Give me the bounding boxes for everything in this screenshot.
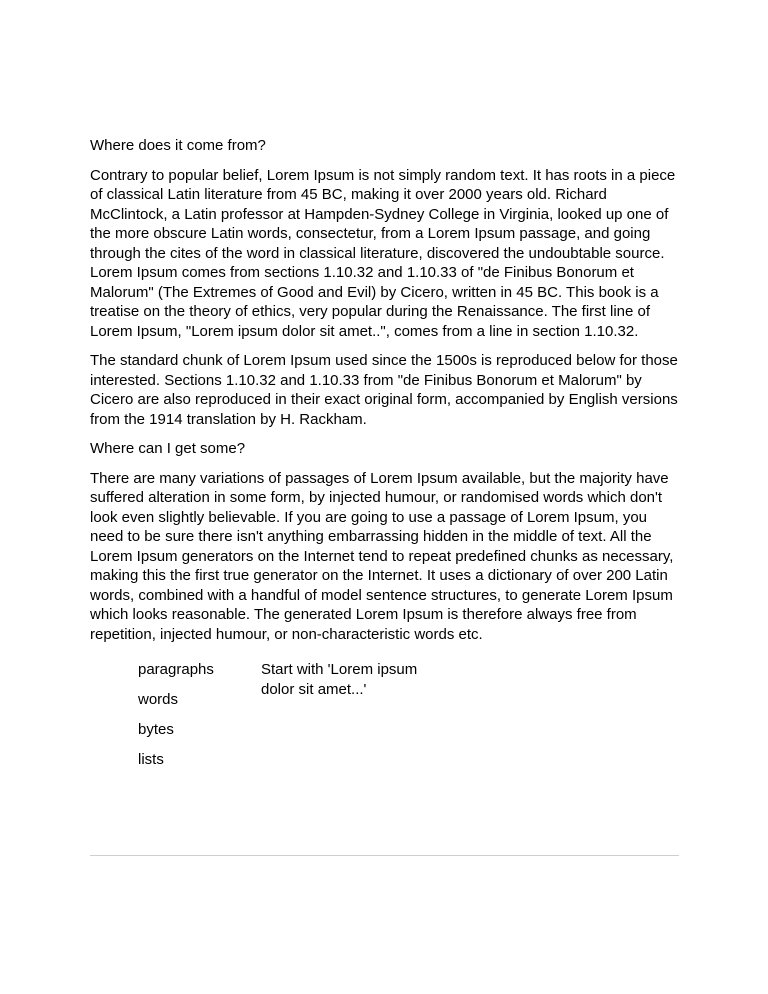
paragraph-origin-history: Contrary to popular belief, Lorem Ipsum is not simply random text. It has roots in a piece of classical Latin literature from 45 BC, making it over 2000 years old. Richard McClintock, a Latin professor at Hampden-Sydney College in Virginia, looked up one of the more obscure Latin words, consectetur, from a Lorem Ipsum passage, and going through the cites of the word in classical literature, discovered the undoubtable source. Lorem Ipsum comes from sections 1.10.32 and 1.10.33 of "de Finibus Bonorum et Malorum" (The Extremes of Good and Evil) by Cicero, written in 45 BC. This book is a treatise on the theory of ethics, very popular during the Renaissance. The first line of Lorem Ipsum, "Lorem ipsum dolor sit amet..", comes from a line in section 1.10.32. (90, 166, 676, 340)
option-bytes[interactable]: bytes (138, 721, 174, 738)
section-heading-where-get: Where can I get some? (90, 440, 246, 457)
document-body (90, 136, 680, 805)
horizontal-divider (90, 855, 679, 856)
paragraph-variations: There are many variations of passages of Lorem Ipsum available, but the majority have suffered alteration in some form, by injected humour, or randomised words which don't look even slightly believable. If you are going to use a passage of Lorem Ipsum, you need to be sure there isn't anything embarrassing hidden in the middle of text. All the Lorem Ipsum generators on the Internet tend to repeat predefined chunks as necessary, making this the first true generator on the Internet. It uses a dictionary of over 200 Latin words, combined with a handful of model sentence structures, to generate Lorem Ipsum which looks reasonable. The generated Lorem Ipsum is therefore always free from repetition, injected humour, or non-characteristic words etc. (90, 469, 674, 643)
section-heading-origin: Where does it come from? (90, 137, 266, 154)
paragraph-standard-chunk: The standard chunk of Lorem Ipsum used since the 1500s is reproduced below for those interested. Sections 1.10.32 and 1.10.33 from "de Finibus Bonorum et Malorum" by Cicero are also reproduced in their exact original form, accompanied by English versions from the 1914 translation by H. Rackham. (90, 352, 678, 428)
option-words[interactable]: words (138, 691, 179, 708)
start-with-lorem-option[interactable]: Start with 'Lorem ipsum dolor sit amet...' (261, 661, 418, 698)
option-lists[interactable]: lists (138, 751, 164, 768)
generator-unit-list (138, 660, 248, 780)
generator-options (90, 660, 680, 805)
option-paragraphs[interactable]: paragraphs (138, 661, 214, 678)
